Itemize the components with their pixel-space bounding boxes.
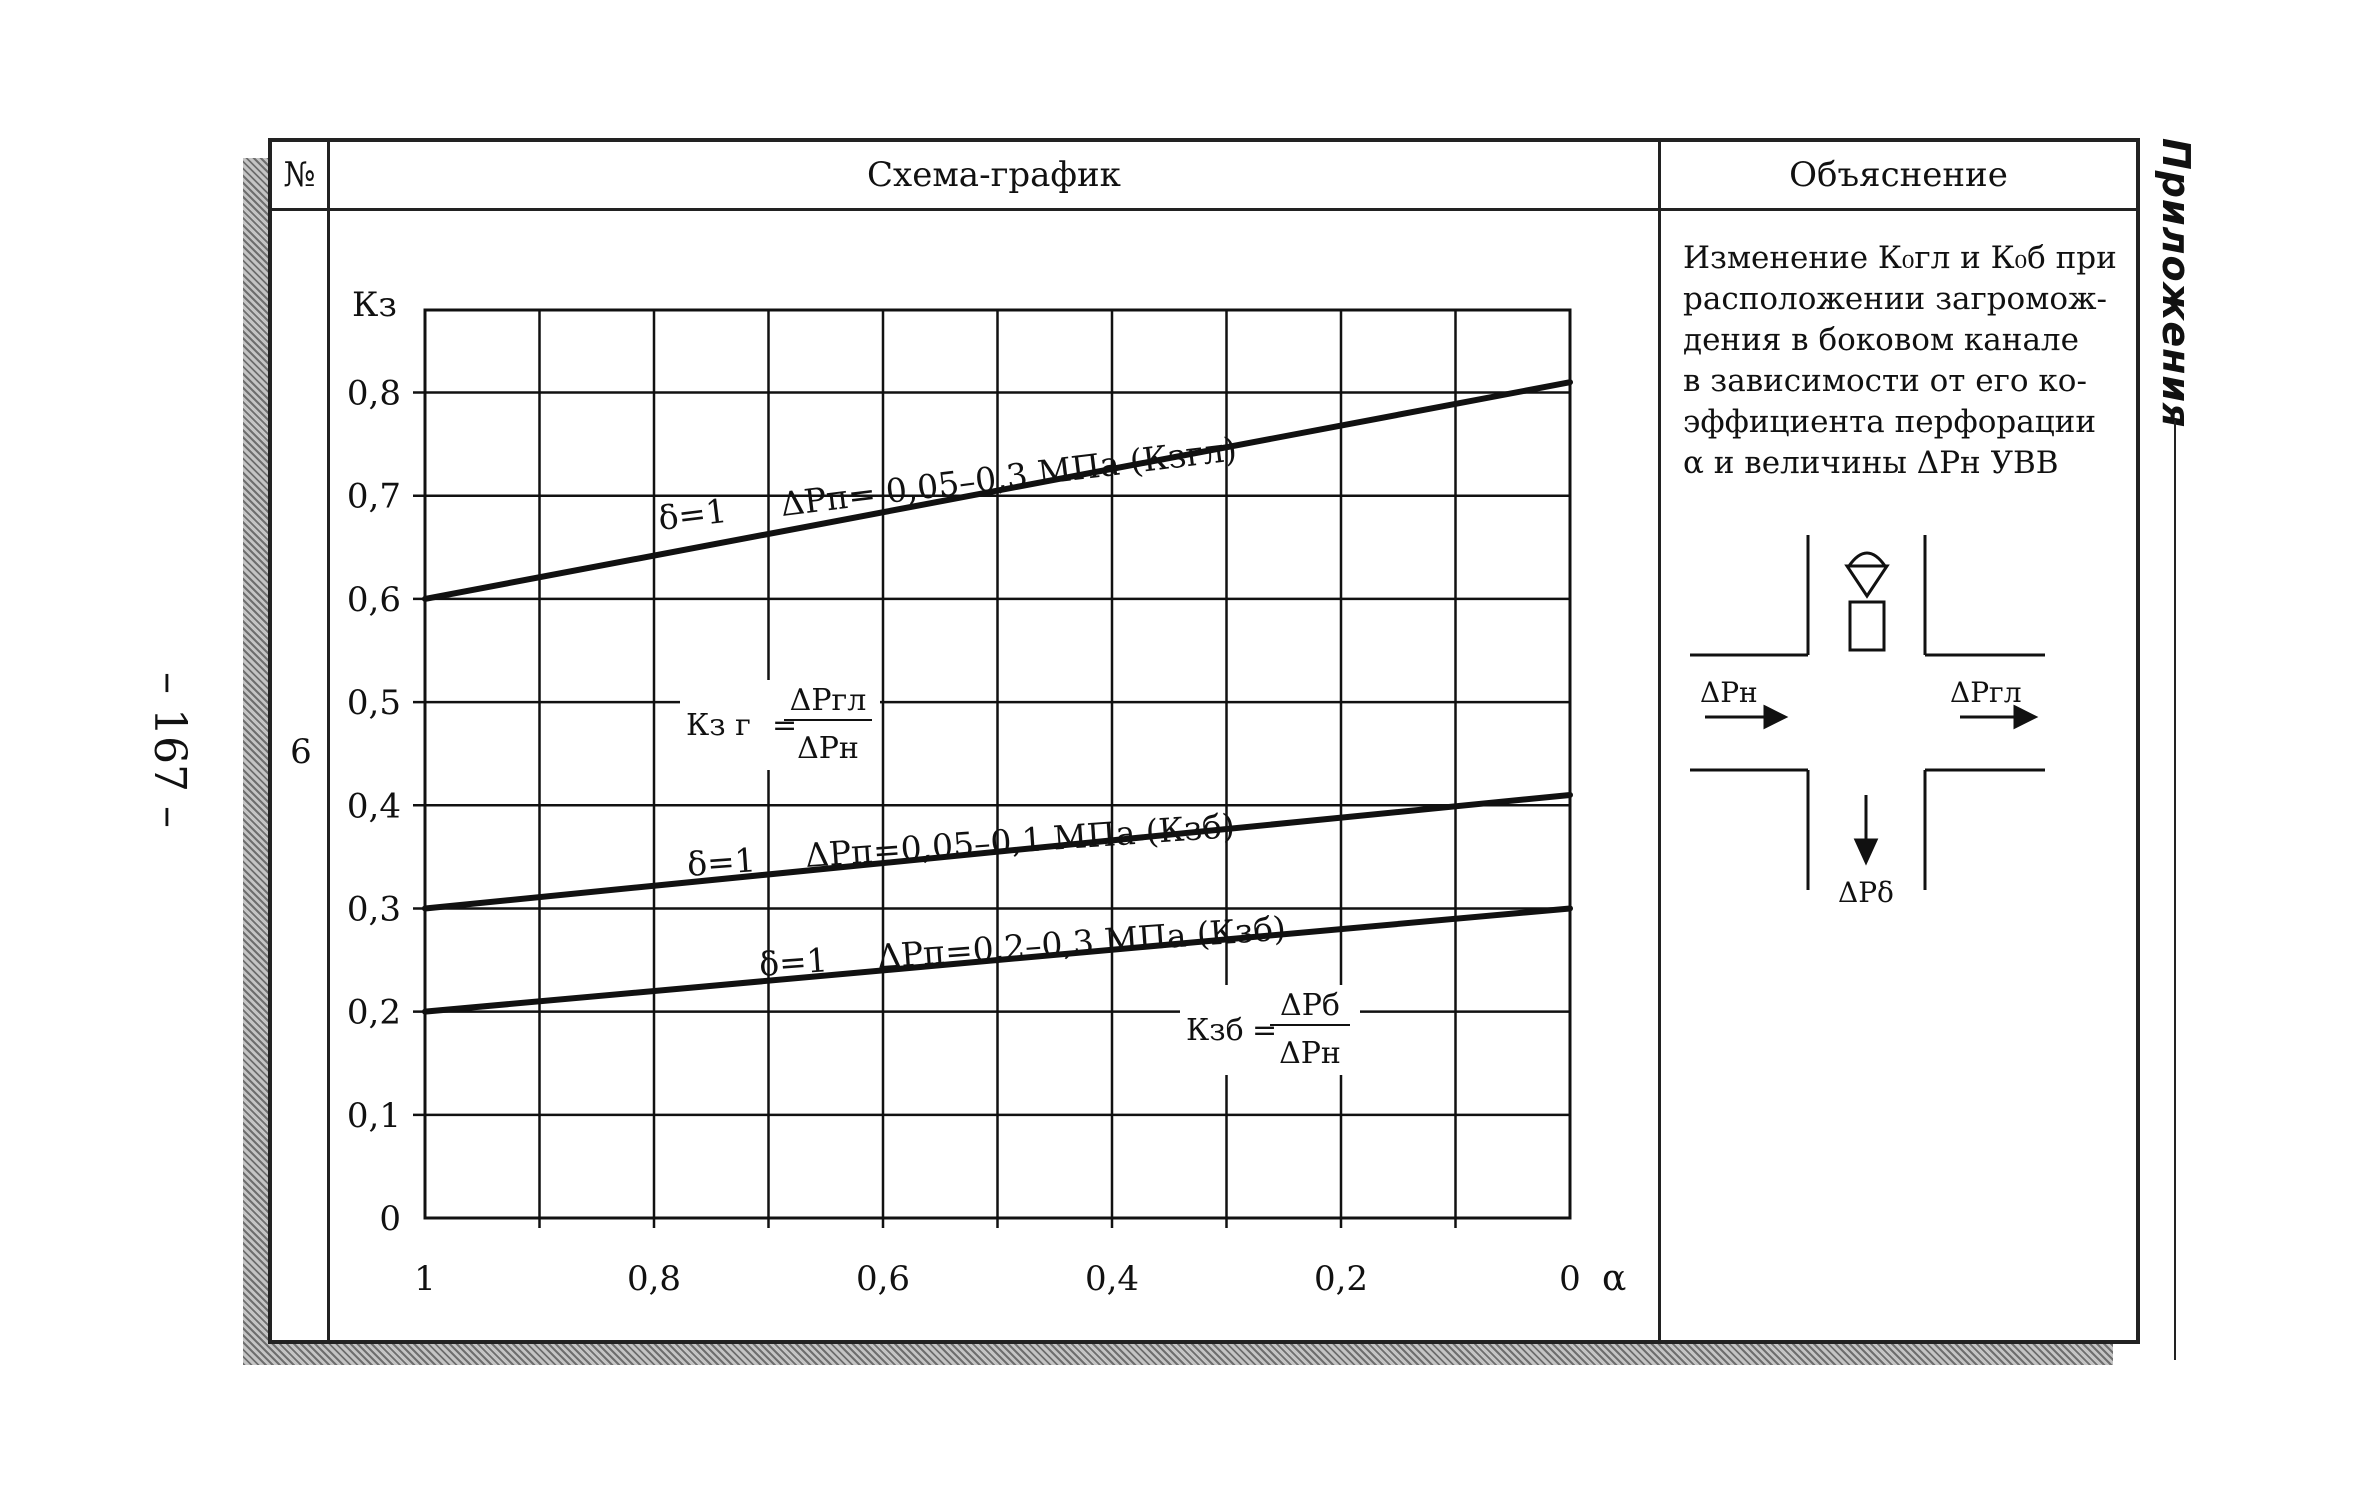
formula-k3b	[1180, 985, 1360, 1075]
diagram-label-in: ΔPн	[1700, 676, 1758, 709]
x-tick-label: 0,4	[1084, 1259, 1140, 1299]
y-tick-label: 0,1	[346, 1095, 401, 1136]
svg-text:=: =	[772, 708, 798, 743]
y-tick-label: 0,2	[346, 992, 401, 1033]
y-tick-label: 0,5	[346, 683, 401, 724]
junction-diagram	[1690, 535, 2045, 890]
explanation-line: Изменение К₀гл и К₀б при	[1683, 240, 2117, 276]
x-tick-label: 0,2	[1313, 1259, 1369, 1299]
series-delta-label: δ=1	[757, 940, 829, 984]
diagram-label-branch: ΔPδ	[1838, 876, 1894, 909]
formula-denominator: ΔPн	[797, 731, 859, 766]
formula-denominator: ΔPн	[1279, 1036, 1341, 1071]
diagram-label-out: ΔPгл	[1950, 676, 2022, 709]
y-tick-label: 0,4	[346, 786, 401, 827]
y-tick-label: 0	[379, 1199, 401, 1239]
series-label: ΔPп=0,05–0,1 МПа (Кзб)	[803, 806, 1237, 875]
y-tick-label: 0,7	[346, 476, 401, 517]
appendix-side-title: Приложения	[2154, 138, 2198, 429]
series-label: ΔPп= 0,05–0,3 МПа (Кзгл)	[778, 429, 1239, 524]
series-label: ΔPп=0,2–0,3 МПа (Кзб)	[875, 908, 1288, 976]
explanation-line: расположении загромож-	[1683, 281, 2107, 317]
arrow-right-icon	[1960, 707, 2035, 727]
x-tick-label: 0,6	[855, 1259, 911, 1299]
side-rule	[2174, 420, 2176, 1360]
formula-lhs: Кзб	[1186, 1013, 1244, 1048]
x-tick-label: 0	[1559, 1259, 1581, 1299]
row-number: 6	[290, 732, 312, 772]
formula-k3g	[680, 680, 880, 770]
page-number: – 167 –	[144, 672, 196, 828]
series-delta-label: δ=1	[656, 490, 729, 538]
explanation-column-header: Объяснение	[1789, 155, 2008, 195]
explanation-line: дения в боковом канале	[1683, 322, 2079, 358]
x-tick-label: 1	[414, 1259, 436, 1299]
arrow-right-icon	[1705, 707, 1785, 727]
svg-text:=: =	[1252, 1013, 1278, 1048]
num-column-header: №	[283, 155, 316, 195]
series-delta-label: δ=1	[685, 840, 757, 884]
y-axis-label: Кз	[352, 285, 397, 325]
explanation-line: эффициента перфорации	[1683, 404, 2097, 440]
explanation-line: в зависимости от его ко-	[1683, 363, 2087, 399]
y-tick-label: 0,6	[346, 579, 401, 620]
formula-numerator: ΔPгл	[789, 683, 867, 718]
formula-lhs: Кз г	[686, 708, 751, 743]
y-tick-label: 0,8	[346, 373, 401, 414]
y-tick-label: 0,3	[346, 889, 401, 930]
chart-column-header: Схема-график	[867, 155, 1121, 195]
x-tick-label: 0,8	[626, 1259, 682, 1299]
explanation-line: α и величины ΔPн УВВ	[1683, 445, 2059, 481]
arrow-down-icon	[1856, 795, 1876, 862]
x-axis-label: α	[1602, 1258, 1627, 1299]
obstruction-icon	[1847, 553, 1887, 650]
formula-numerator: ΔPб	[1280, 988, 1340, 1023]
